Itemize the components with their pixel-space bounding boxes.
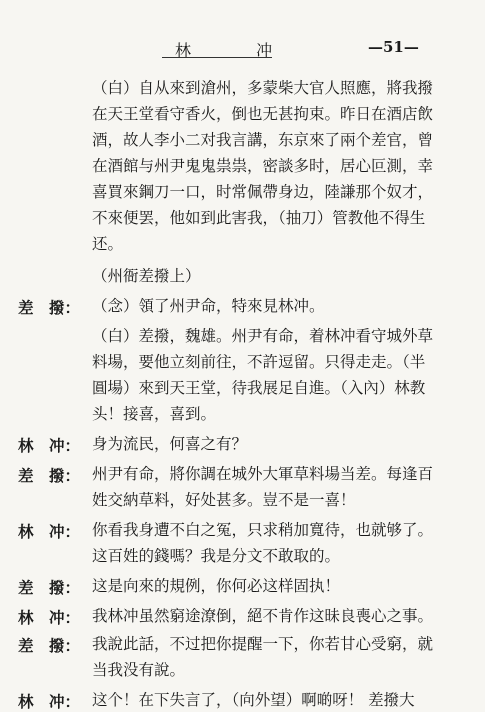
text-line: （白）自从來到滄州，多蒙柴大官人照應，將我撥 [92, 79, 434, 97]
text-line: 身为流民，何喜之有？ [92, 435, 248, 453]
text-line: 圓場）來到天王堂，待我展足自進。（入內）林教 [92, 379, 426, 397]
speaker-label: 林 冲： [18, 436, 81, 455]
speaker-label: 林 冲： [18, 608, 81, 627]
text-line: 这是向來的規例，你何必这样固执！ [92, 577, 341, 595]
running-head-title: 林 冲 [175, 41, 303, 60]
text-line: （州衙差撥上） [92, 267, 201, 285]
speaker-label: 差 撥： [18, 466, 81, 485]
text-line: 州尹有命，將你調在城外大軍草料場当差。每逢百 [92, 465, 434, 483]
text-line: 我林冲虽然窮途潦倒，絕不肯作这昧良喪心之事。 [92, 607, 434, 625]
text-line: 在酒館与州尹鬼鬼祟祟，密談多时，居心叵測，幸 [92, 157, 434, 175]
speaker-label: 差 撥： [18, 298, 81, 317]
text-line: 这百姓的錢嗎？我是分文不敢取的。 [92, 547, 341, 565]
text-line: （白）差撥，魏雄。州尹有命，着林冲看守城外草 [92, 327, 434, 345]
text-line: 不來便罢，他如到此害我，（抽刀）管教他不得生 [92, 209, 426, 227]
speaker-label: 林 冲： [18, 692, 81, 711]
text-line: 当我没有說。 [92, 661, 186, 679]
text-line: 还。 [92, 235, 124, 253]
text-line: 喜買來鋼刀一口，时常佩帶身边，陸謙那个奴才， [92, 183, 434, 201]
text-line: 你看我身遭不白之冤，只求稍加寬待，也就够了。 [92, 521, 434, 539]
text-line: （念）領了州尹命，特來見林冲。 [92, 297, 325, 315]
text-line: 头！接喜，喜到。 [92, 405, 217, 423]
speaker-label: 差 撥： [18, 578, 81, 597]
text-line: 这个！在下失言了，（向外望）啊啲呀！ 差撥大 [92, 691, 415, 709]
running-head [0, 38, 485, 62]
text-line: 在天王堂看守香火，倒也无甚拘束。昨日在酒店飲 [92, 105, 434, 123]
text-line: 酒，故人李小二对我言講，东京來了兩个差官，曾 [92, 131, 434, 149]
speaker-label: 林 冲： [18, 522, 81, 541]
running-head-rule [162, 57, 272, 58]
page-number: —51— [368, 38, 419, 56]
text-line: 料場，要他立刻前往，不許逗留。只得走走。（半 [92, 353, 426, 371]
speaker-label: 差 撥： [18, 636, 81, 655]
text-line: 我說此話，不过把你提醒一下，你若甘心受窮，就 [92, 635, 434, 653]
text-line: 姓交納草料，好处甚多。豈不是一喜！ [92, 491, 356, 509]
